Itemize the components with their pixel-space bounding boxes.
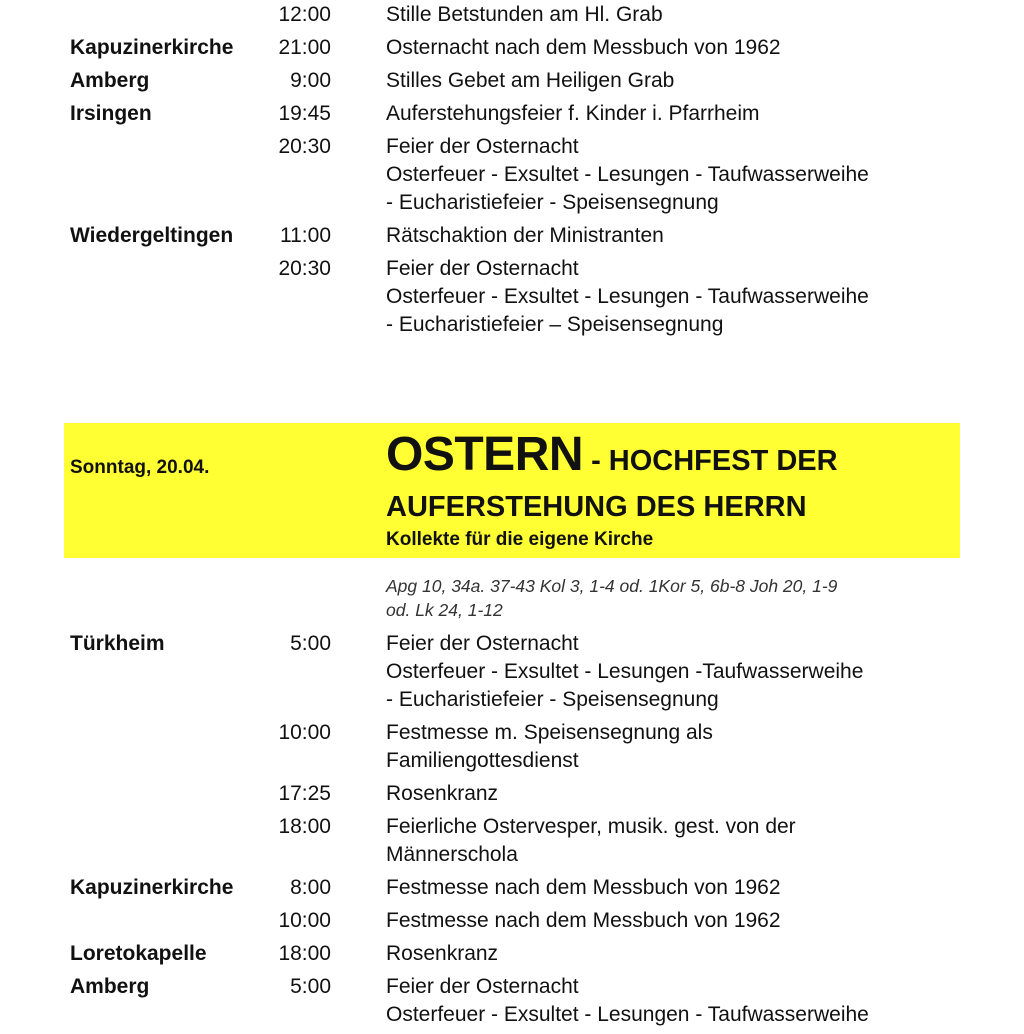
service-description — [386, 940, 976, 973]
place-name: Amberg — [70, 975, 150, 998]
banner-title-main: OSTERN — [386, 428, 584, 481]
service-description — [386, 780, 976, 813]
scripture-readings — [386, 574, 976, 630]
feast-day-banner — [64, 423, 960, 558]
schedule-row — [0, 940, 1024, 973]
schedule-row — [0, 780, 1024, 813]
description-line: Feierliche Ostervesper, musik. gest. von der — [386, 815, 796, 838]
service-time: 5:00 — [290, 975, 331, 998]
schedule-row — [0, 67, 1024, 100]
service-description — [386, 630, 976, 719]
description-line: Stilles Gebet am Heiligen Grab — [386, 69, 675, 92]
description-line: Rätschaktion der Ministranten — [386, 224, 664, 247]
description-line: Feier der Osternacht — [386, 257, 579, 280]
place-name: Kapuzinerkirche — [70, 36, 234, 59]
place-name: Türkheim — [70, 632, 165, 655]
schedule-row — [0, 1, 1024, 34]
schedule-row — [0, 813, 1024, 874]
service-description — [386, 973, 976, 1034]
description-line: - Eucharistiefeier - Speisensegnung — [386, 191, 719, 214]
service-time: 5:00 — [290, 632, 331, 655]
service-time: 11:00 — [280, 224, 331, 247]
service-description — [386, 1, 976, 34]
service-time: 12:00 — [278, 3, 331, 26]
schedule-row — [0, 100, 1024, 133]
schedule-row — [0, 719, 1024, 780]
schedule-row — [0, 133, 1024, 222]
description-line: Feier der Osternacht — [386, 135, 579, 158]
place-name: Amberg — [70, 69, 150, 92]
banner-title-rest: - HOCHFEST DER — [583, 445, 838, 477]
description-line: Osternacht nach dem Messbuch von 1962 — [386, 36, 781, 59]
place-name: Irsingen — [70, 102, 152, 125]
service-time: 21:00 — [278, 36, 331, 59]
service-time: 10:00 — [278, 909, 331, 932]
description-line: Stille Betstunden am Hl. Grab — [386, 3, 663, 26]
schedule-row — [0, 973, 1024, 1034]
service-description — [386, 255, 976, 344]
service-time: 18:00 — [278, 815, 331, 838]
description-line: - Eucharistiefeier - Speisensegnung — [386, 688, 719, 711]
service-description — [386, 34, 976, 67]
schedule-bottom — [0, 574, 1024, 1034]
schedule-row — [0, 222, 1024, 255]
service-time: 17:25 — [278, 782, 331, 805]
service-time: 20:30 — [278, 135, 331, 158]
service-description — [386, 907, 976, 940]
service-description — [386, 874, 976, 907]
place-name: Kapuzinerkirche — [70, 876, 234, 899]
description-line: Osterfeuer - Exsultet - Lesungen -Taufwasserweihe — [386, 660, 864, 683]
service-description — [386, 100, 976, 133]
description-line: Familiengottesdienst — [386, 749, 579, 772]
service-time: 20:30 — [278, 257, 331, 280]
service-time: 9:00 — [290, 69, 331, 92]
service-description — [386, 719, 976, 780]
schedule-row — [0, 574, 1024, 630]
description-line: Osterfeuer - Exsultet - Lesungen - Taufwasserweihe — [386, 163, 869, 186]
banner-collection-note: Kollekte für die eigene Kirche — [386, 529, 654, 550]
description-line: - Eucharistiefeier – Speisensegnung — [386, 313, 724, 336]
service-time: 10:00 — [278, 721, 331, 744]
description-line: Osterfeuer - Exsultet - Lesungen - Taufwasserweihe — [386, 285, 869, 308]
description-line: Festmesse nach dem Messbuch von 1962 — [386, 909, 781, 932]
service-description — [386, 813, 976, 874]
schedule-row — [0, 255, 1024, 344]
description-line: od. Lk 24, 1-12 — [386, 600, 503, 620]
service-description — [386, 67, 976, 100]
place-name: Loretokapelle — [70, 942, 207, 965]
schedule-row — [0, 907, 1024, 940]
description-line: Festmesse m. Speisensegnung als — [386, 721, 713, 744]
schedule-top — [0, 1, 1024, 344]
banner-title — [386, 425, 838, 485]
banner-subtitle: AUFERSTEHUNG DES HERRN — [386, 491, 807, 523]
schedule-row — [0, 34, 1024, 67]
description-line: Rosenkranz — [386, 942, 499, 965]
description-line: Apg 10, 34a. 37-43 Kol 3, 1-4 od. 1Kor 5, 6b-8 Joh 20, 1-9 — [386, 576, 838, 596]
description-line: Männerschola — [386, 843, 518, 866]
description-line: Osterfeuer - Exsultet - Lesungen - Taufwasserweihe — [386, 1003, 869, 1026]
place-name: Wiedergeltingen — [70, 224, 234, 247]
service-time: 8:00 — [290, 876, 331, 899]
description-line: Auferstehungsfeier f. Kinder i. Pfarrheim — [386, 102, 760, 125]
service-description — [386, 133, 976, 222]
service-description — [386, 222, 976, 255]
schedule-row — [0, 874, 1024, 907]
description-line: Feier der Osternacht — [386, 975, 579, 998]
banner-date: Sonntag, 20.04. — [70, 457, 210, 478]
description-line: Festmesse nach dem Messbuch von 1962 — [386, 876, 781, 899]
service-time: 18:00 — [278, 942, 331, 965]
service-time: 19:45 — [278, 102, 331, 125]
description-line: Feier der Osternacht — [386, 632, 579, 655]
schedule-row — [0, 630, 1024, 719]
description-line: Rosenkranz — [386, 782, 499, 805]
